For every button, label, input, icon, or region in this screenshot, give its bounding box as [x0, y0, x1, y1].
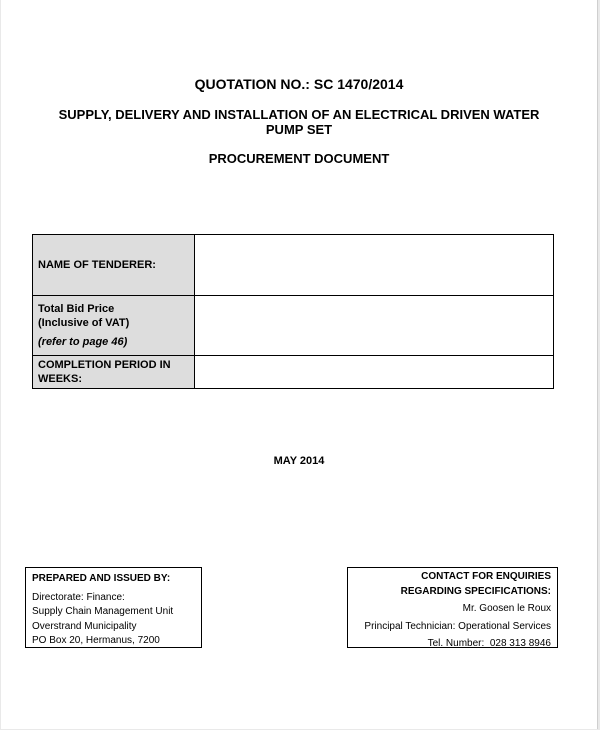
prepared-by-box	[25, 567, 202, 648]
document-page	[1, 0, 598, 729]
total-bid-price-label: Total Bid Price (Inclusive of VAT) (refer to page 46)	[33, 296, 195, 356]
contact-role: Principal Technician: Operational Services	[364, 620, 551, 632]
contact-box	[347, 567, 558, 648]
name-of-tenderer-label: NAME OF TENDERER:	[33, 235, 195, 296]
document-date: MAY 2014	[273, 455, 325, 467]
contact-telephone: Tel. Number: 028 313 8946	[427, 638, 551, 649]
prepared-line: PO Box 20, Hermanus, 7200	[32, 635, 160, 646]
table-row	[33, 296, 554, 356]
table-row	[33, 356, 554, 389]
contact-heading-2: REGARDING SPECIFICATIONS:	[400, 585, 551, 597]
prepared-line: Overstrand Municipality	[32, 620, 137, 632]
tender-form-table	[32, 234, 554, 389]
total-bid-price-field[interactable]	[195, 296, 554, 356]
bid-page-reference: (refer to page 46)	[38, 336, 128, 348]
completion-period-field[interactable]	[195, 356, 554, 389]
document-subject	[1, 107, 597, 137]
prepared-line: Supply Chain Management Unit	[32, 606, 174, 617]
subject-line-2: PUMP SET	[265, 122, 333, 137]
completion-period-label: COMPLETION PERIOD IN WEEKS:	[33, 356, 195, 389]
contact-name: Mr. Goosen le Roux	[462, 603, 551, 614]
name-of-tenderer-field[interactable]	[195, 235, 554, 296]
quotation-number: QUOTATION NO.: SC 1470/2014	[194, 76, 404, 92]
prepared-line: Directorate: Finance:	[32, 591, 125, 603]
prepared-heading: PREPARED AND ISSUED BY:	[32, 573, 171, 584]
contact-heading-1: CONTACT FOR ENQUIRIES	[421, 571, 551, 582]
table-row	[33, 235, 554, 296]
document-type: PROCUREMENT DOCUMENT	[208, 151, 390, 166]
subject-line-1: SUPPLY, DELIVERY AND INSTALLATION OF AN ELECTRICAL DRIVEN WATER	[58, 107, 540, 122]
